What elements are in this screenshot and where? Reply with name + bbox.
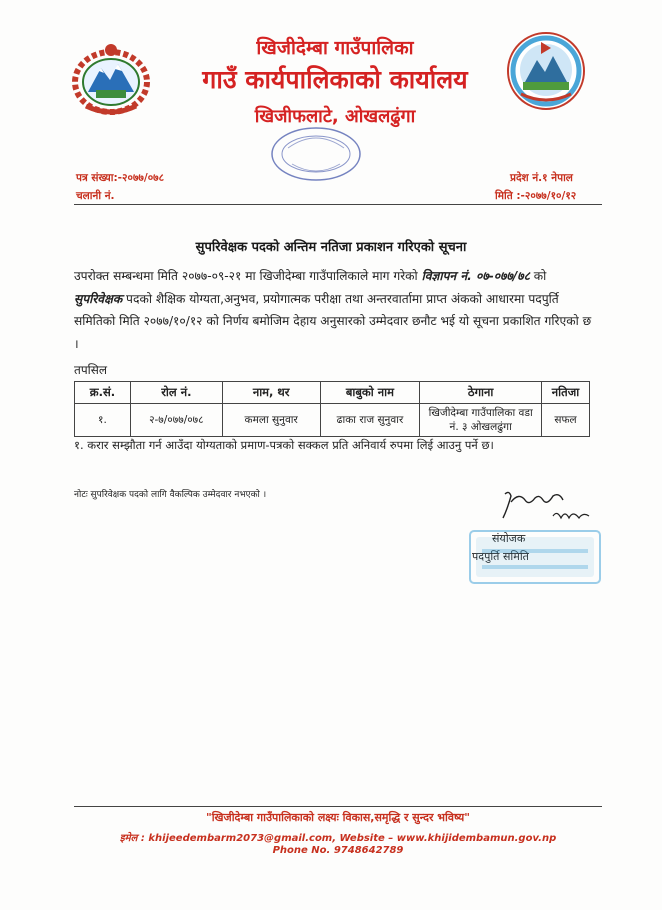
details-label: तपसिल	[74, 363, 108, 377]
col-serial: क्र.सं.	[75, 382, 131, 404]
chalani-number: चलानी नं.	[76, 190, 115, 202]
alternate-candidate-note: नोटः सुपरिवेक्षक पदको लागि वैकल्पिक उम्मेदवार नभएको ।	[74, 490, 267, 500]
col-roll-number: रोल नं.	[130, 382, 222, 404]
para-text-2: को	[529, 269, 547, 283]
col-name: नाम, थर	[222, 382, 320, 404]
email-link[interactable]: khijeedembarm2073@gmail.com,	[148, 833, 337, 844]
table-header-row	[75, 382, 590, 404]
advertisement-number: विज्ञापन नं. ०७-०७७/७८	[421, 269, 530, 283]
header-divider	[74, 204, 602, 205]
para-text-1: उपरोक्त सम्बन्धमा मिति २०७७-०९-२१ मा खिजीदेम्बा गाउँपालिकाले माग गरेको	[74, 269, 422, 283]
post-name: सुपरिवेक्षक	[74, 291, 123, 306]
para-text-3: पदको शैक्षिक योग्यता,अनुभव, प्रयोगात्मक परीक्षा तथा अन्तरवार्तामा प्राप्त अंकको आधारमा पदपुर्ति समितिको मिति २०७७/१०/१२ को निर्णय बमोजिम देहाय अनुसारको उम्मेदवार छनौट भई यो सूचना प्रकाशित गरिएको छ ।	[74, 291, 592, 351]
footer-contact	[74, 830, 602, 844]
result-table	[74, 381, 590, 437]
municipality-logo-icon	[505, 30, 587, 112]
cell-serial: १.	[75, 404, 131, 437]
col-result: नतिजा	[542, 382, 590, 404]
instruction-note: १. करार सम्झौता गर्न आउँदा योग्यताको प्रमाण-पत्रको सक्कल प्रति अनिवार्य रुपमा लिई आउनु पर्ने छ।	[74, 438, 494, 452]
cell-address: खिजीदेम्बा गाउँपालिका वडा नं. ३ ओखलढुंगा	[420, 404, 542, 437]
office-location: खिजीफलाटे, ओखलढुंगा	[254, 106, 416, 127]
official-stamp-icon	[468, 527, 603, 587]
signatory-role: संयोजक	[492, 532, 526, 545]
signature-icon	[495, 488, 605, 528]
province-label: प्रदेश नं.१ नेपाल	[510, 172, 573, 184]
cell-result: सफल	[542, 404, 590, 437]
website-link[interactable]: www.khijidembamun.gov.np	[396, 833, 557, 844]
cell-name: कमला सुनुवार	[222, 404, 320, 437]
website-label: Website –	[339, 833, 394, 844]
col-father-name: बाबुको नाम	[320, 382, 420, 404]
municipality-name: खिजीदेम्बा गाउँपालिका	[256, 37, 414, 59]
cell-roll-number: २-७/०७७/०७८	[130, 404, 222, 437]
footer-phone: Phone No. 9748642789	[272, 845, 404, 856]
notice-subject: सुपरिवेक्षक पदको अन्तिम नतिजा प्रकाशन गरिएको सूचना	[195, 240, 467, 255]
nepal-emblem-icon	[66, 40, 156, 120]
table-row	[75, 404, 590, 437]
signatory-committee: पदपुर्ति समिति	[472, 550, 529, 563]
footer-divider	[74, 806, 602, 807]
col-address: ठेगाना	[420, 382, 542, 404]
cell-father-name: ढाका राज सुनुवार	[320, 404, 420, 437]
letter-date: मिति :-२०७७/१०/१२	[495, 190, 577, 202]
office-name: गाउँ कार्यपालिकाको कार्यालय	[202, 65, 468, 94]
notice-paragraph	[74, 265, 594, 355]
office-seal-icon	[268, 124, 364, 184]
email-label: इमेल :	[119, 833, 145, 844]
reference-number: पत्र संख्या:-२०७७/०७८	[76, 172, 165, 184]
footer-slogan: "खिजीदेम्बा गाउँपालिकाको लक्ष्यः विकास,समृद्धि र सुन्दर भविष्य"	[205, 811, 471, 824]
